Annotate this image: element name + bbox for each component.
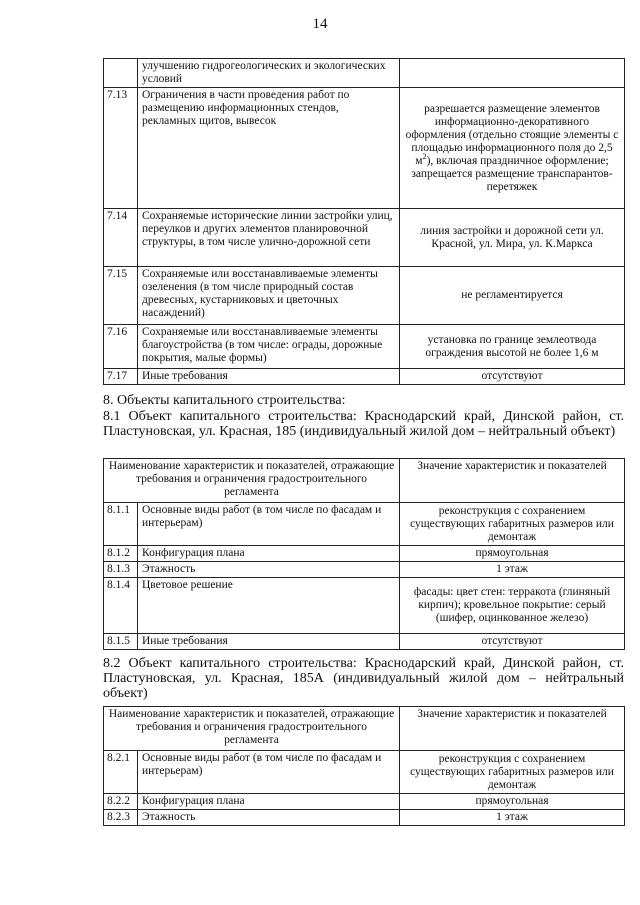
table-row <box>104 59 625 88</box>
row-name: Сохраняемые или восстанавливаемые элементы озеленения (в том числе природный состав древесных, кустарниковых и цветочных насаждений) <box>138 267 400 325</box>
row-number <box>104 59 138 88</box>
row-name: Иные требования <box>138 634 400 650</box>
header-values: Значение характеристик и показателей <box>400 459 625 503</box>
row-name: Цветовое решение <box>138 578 400 634</box>
row-name: Ограничения в части проведения работ по размещению информационных стендов, рекламных щитов, вывесок <box>138 88 400 209</box>
table-row <box>104 578 625 634</box>
table-row <box>104 810 625 826</box>
row-name: Конфигурация плана <box>138 546 400 562</box>
row-name: Конфигурация плана <box>138 794 400 810</box>
row-value: фасады: цвет стен: терракота (глиняный кирпич); кровельное покрытие: серый (шифер, оцинкованное железо) <box>400 578 625 634</box>
row-number: 8.2.3 <box>104 810 138 826</box>
row-number: 8.1.3 <box>104 562 138 578</box>
row-name: улучшению гидрогеологических и экологических условий <box>138 59 400 88</box>
row-value: отсутствуют <box>400 634 625 650</box>
table-row <box>104 88 625 209</box>
row-number: 8.1.1 <box>104 503 138 546</box>
row-name: Этажность <box>138 562 400 578</box>
header-characteristics: Наименование характеристик и показателей, отражающие требования и ограничения градостроительного регламента <box>104 459 400 503</box>
table-row <box>104 546 625 562</box>
subsection-heading: 8.1 Объект капитального строительства: Краснодарский край, Динской район, ст. Пластуновская, ул. Красная, 185 (индивидуальный жилой дом – нейтральный объект) <box>103 409 624 439</box>
row-value: установка по границе землеотвода ограждения высотой не более 1,6 м <box>400 325 625 369</box>
row-value: прямоугольная <box>400 794 625 810</box>
header-characteristics: Наименование характеристик и показателей, отражающие требования и ограничения градостроительного регламента <box>104 707 400 751</box>
row-value: 1 этаж <box>400 810 625 826</box>
table-row <box>104 209 625 267</box>
row-value: линия застройки и дорожной сети ул. Красной, ул. Мира, ул. К.Маркса <box>400 209 625 267</box>
row-value: реконструкция с сохранением существующих габаритных размеров или демонтаж <box>400 503 625 546</box>
row-name: Иные требования <box>138 369 400 385</box>
row-name: Основные виды работ (в том числе по фасадам и интерьерам) <box>138 503 400 546</box>
superscript: 2 <box>422 151 427 161</box>
row-number: 8.2.1 <box>104 751 138 794</box>
row-number: 8.2.2 <box>104 794 138 810</box>
row-name: Основные виды работ (в том числе по фасадам и интерьерам) <box>138 751 400 794</box>
section-heading: 8. Объекты капитального строительства: <box>103 393 346 408</box>
row-value: реконструкция с сохранением существующих габаритных размеров или демонтаж <box>400 751 625 794</box>
row-number: 7.14 <box>104 209 138 267</box>
row-name: Сохраняемые исторические линии застройки улиц, переулков и других элементов планировочной структуры, в том числе улично-дорожной сети <box>138 209 400 267</box>
row-value: не регламентируется <box>400 267 625 325</box>
table-row <box>104 325 625 369</box>
table-row <box>104 634 625 650</box>
table-row <box>104 369 625 385</box>
table-row <box>104 794 625 810</box>
row-value <box>400 88 625 209</box>
subsection-heading: 8.2 Объект капитального строительства: Краснодарский край, Динской район, ст. Пластуновская, ул. Красная, 185А (индивидуальный жилой дом – нейтральный объект) <box>103 656 624 701</box>
row-value: отсутствуют <box>400 369 625 385</box>
object-table-8-1 <box>103 458 625 650</box>
header-values: Значение характеристик и показателей <box>400 707 625 751</box>
row-number: 8.1.5 <box>104 634 138 650</box>
row-name: Этажность <box>138 810 400 826</box>
row-value: прямоугольная <box>400 546 625 562</box>
table-header-row <box>104 707 625 751</box>
object-table-8-2 <box>103 706 625 826</box>
table-row <box>104 267 625 325</box>
row-number: 7.15 <box>104 267 138 325</box>
table-row <box>104 562 625 578</box>
value-text: ), включая праздничное оформление; запрещается размещение транспарантов-перетяжек <box>411 154 613 193</box>
row-number: 8.1.2 <box>104 546 138 562</box>
table-row <box>104 503 625 546</box>
requirements-table-7 <box>103 58 625 385</box>
row-number: 7.13 <box>104 88 138 209</box>
page-number: 14 <box>312 16 328 32</box>
row-name: Сохраняемые или восстанавливаемые элементы благоустройства (в том числе: ограды, дорожные покрытия, малые формы) <box>138 325 400 369</box>
row-number: 8.1.4 <box>104 578 138 634</box>
row-number: 7.16 <box>104 325 138 369</box>
row-value: 1 этаж <box>400 562 625 578</box>
row-value <box>400 59 625 88</box>
row-number: 7.17 <box>104 369 138 385</box>
table-row <box>104 751 625 794</box>
value-text: разрешается размещение элементов информационно-декоративного оформления (отдельно стоящие элементы с площадью информационного поля до 2,5 м <box>405 102 619 167</box>
table-header-row <box>104 459 625 503</box>
